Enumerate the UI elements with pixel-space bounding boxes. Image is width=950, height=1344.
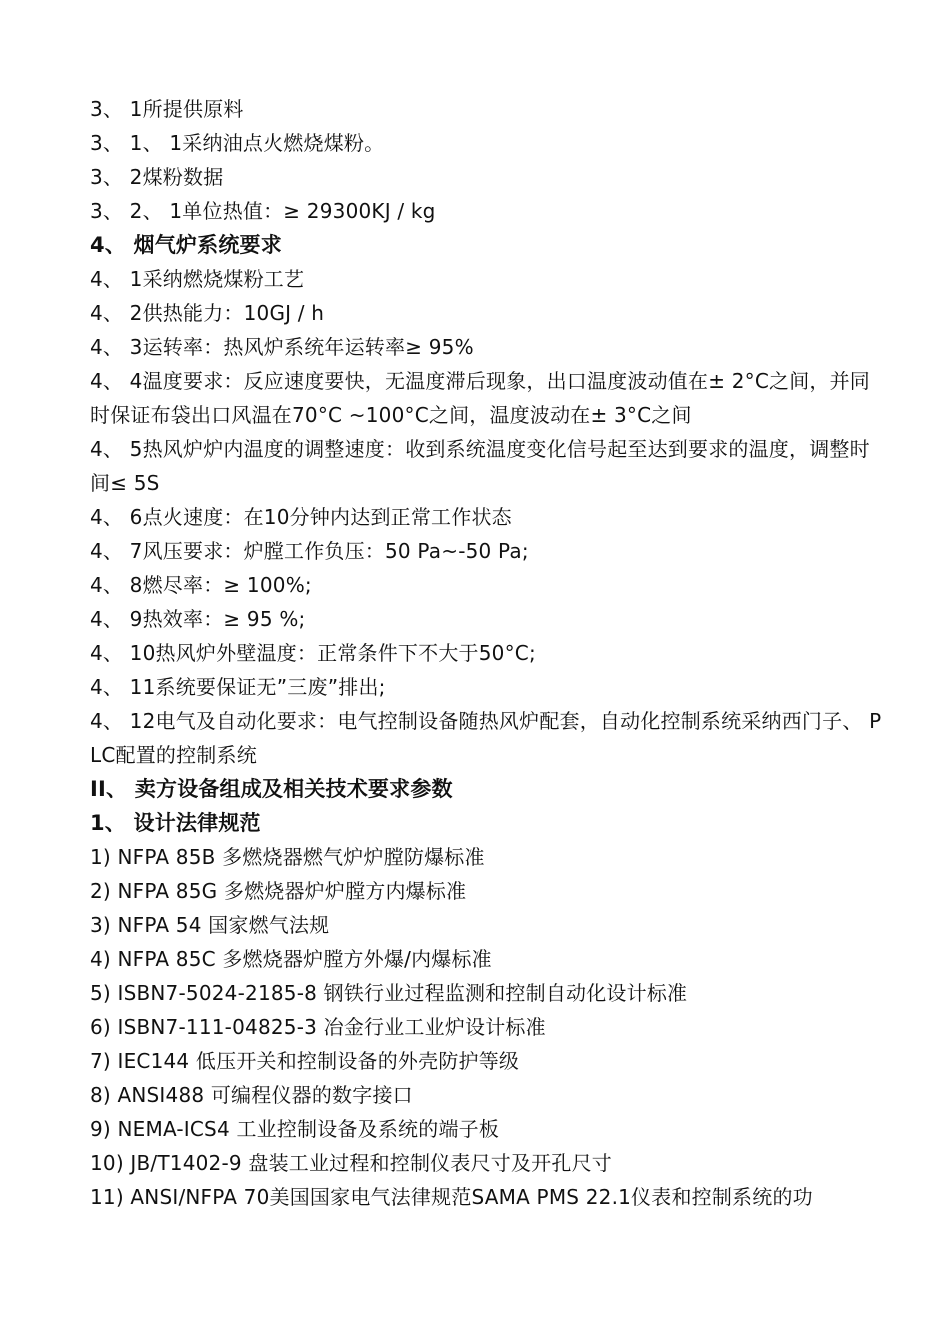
section-heading: II、 卖方设备组成及相关技术要求参数: [90, 777, 453, 801]
text-line: 4、 1采纳燃烧煤粉工艺: [90, 267, 305, 291]
text-paragraph: 4、 12电气及自动化要求：电气控制设备随热风炉配套，自动化控制系统采纳西门子、 PLC配置的控制系统: [90, 709, 882, 767]
text-paragraph: 4、 5热风炉炉内温度的调整速度：收到系统温度变化信号起至达到要求的温度，调整时间≤ 5S: [90, 437, 870, 495]
text-line: 4、 3运转率：热风炉系统年运转率≥ 95%: [90, 335, 474, 359]
standard-item: 1) NFPA 85B 多燃烧器燃气炉炉膛防爆标准: [90, 845, 485, 869]
standard-item: 6) ISBN7-111-04825-3 冶金行业工业炉设计标准: [90, 1015, 546, 1039]
document-body: [90, 92, 886, 1214]
standard-item: 2) NFPA 85G 多燃烧器炉炉膛方内爆标准: [90, 879, 467, 903]
text-line: 4、 11系统要保证无”三废”排出;: [90, 675, 386, 699]
text-line: 4、 10热风炉外壁温度：正常条件下不大于50°C;: [90, 641, 536, 665]
subsection-heading: 1、 设计法律规范: [90, 811, 261, 835]
text-line: 4、 6点火速度：在10分钟内达到正常工作状态: [90, 505, 512, 529]
text-line: 4、 2供热能力：10GJ / h: [90, 301, 325, 325]
text-line: 3、 1、 1采纳油点火燃烧煤粉。: [90, 131, 385, 155]
section-heading: 4、 烟气炉系统要求: [90, 233, 282, 257]
standard-item: 9) NEMA-ICS4 工业控制设备及系统的端子板: [90, 1117, 500, 1141]
standard-item: 11) ANSI/NFPA 70美国国家电气法律规范SAMA PMS 22.1仪表和控制系统的功: [90, 1185, 813, 1209]
text-line: 3、 2、 1单位热值：≥ 29300KJ / kg: [90, 199, 436, 223]
text-line: 4、 9热效率：≥ 95 %;: [90, 607, 306, 631]
standard-item: 8) ANSI488 可编程仪器的数字接口: [90, 1083, 413, 1107]
text-line: 4、 8燃尽率：≥ 100%;: [90, 573, 312, 597]
standard-item: 7) IEC144 低压开关和控制设备的外壳防护等级: [90, 1049, 520, 1073]
standard-item: 3) NFPA 54 国家燃气法规: [90, 913, 330, 937]
standard-item: 10) JB/T1402-9 盘装工业过程和控制仪表尺寸及开孔尺寸: [90, 1151, 612, 1175]
text-paragraph: 4、 4温度要求：反应速度要快，无温度滞后现象，出口温度波动值在± 2°C之间，并同时保证布袋出口风温在70°C ~100°C之间，温度波动在± 3°C之间: [90, 369, 871, 427]
standard-item: 5) ISBN7-5024-2185-8 钢铁行业过程监测和控制自动化设计标准: [90, 981, 688, 1005]
standard-item: 4) NFPA 85C 多燃烧器炉膛方外爆/内爆标准: [90, 947, 492, 971]
text-line: 4、 7风压要求：炉膛工作负压：50 Pa~-50 Pa;: [90, 539, 529, 563]
text-line: 3、 1所提供原料: [90, 97, 244, 121]
text-line: 3、 2煤粉数据: [90, 165, 224, 189]
